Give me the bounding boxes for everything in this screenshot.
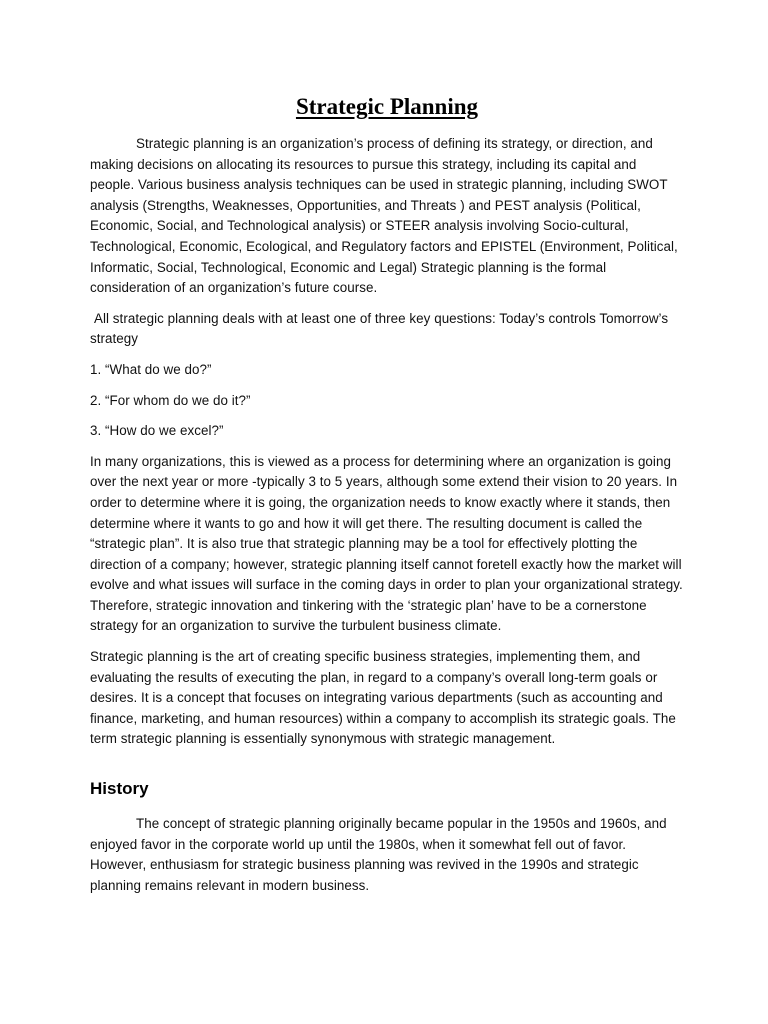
list-item: 3. “How do we excel?”: [90, 423, 224, 439]
history-heading: History: [90, 779, 149, 799]
document-body: [90, 92, 684, 906]
process-paragraph: In many organizations, this is viewed as a process for determining where an organization is going over the next year or more -typically 3 to 5 years, although some extend their vision to 20 years. In order to determine where it is going, the organization needs to know exactly where it stands, then determine where it wants to go and how it will get there. The resulting document is called the “strategic plan”. It is also true that strategic planning may be a tool for effectively plotting the direction of a company; however, strategic planning itself cannot foretell exactly how the market will evolve and what issues will surface in the coming days in order to plan your organizational strategy. Therefore, strategic innovation and tinkering with the ‘strategic plan’ have to be a cornerstone strategy for an organization to survive the turbulent business climate.: [90, 453, 683, 634]
page-title: Strategic Planning: [295, 94, 479, 119]
intro-paragraph: Strategic planning is an organization’s process of defining its strategy, or direction, and making decisions on allocating its resources to pursue this strategy, including its capital and people. Various business analysis techniques can be used in strategic planning, including SWOT analysis (Strengths, Weaknesses, Opportunities, and Threats ) and PEST analysis (Political, Economic, Social, and Technological analysis) or STEER analysis involving Socio-cultural, Technological, Economic, Ecological, and Regulatory factors and EPISTEL (Environment, Political, Informatic, Social, Technological, Economic and Legal) Strategic planning is the formal consideration of an organization’s future course.: [90, 136, 678, 296]
questions-list: [90, 360, 684, 442]
list-item: 2. “For whom do we do it?”: [90, 392, 251, 408]
history-paragraph: The concept of strategic planning originally became popular in the 1950s and 1960s, and enjoyed favor in the corporate world up until the 1980s, when it somewhat fell out of favor. However, enthusiasm for strategic business planning was revived in the 1990s and strategic planning remains relevant in modern business.: [90, 816, 667, 893]
art-paragraph: Strategic planning is the art of creating specific business strategies, implementing them, and evaluating the results of executing the plan, in regard to a company’s overall long-term goals or desires. It is a concept that focuses on integrating various departments (such as accounting and finance, marketing, and human resources) within a company to accomplish its strategic goals. The term strategic planning is essentially synonymous with strategic management.: [90, 649, 676, 747]
list-item: 1. “What do we do?”: [90, 361, 212, 377]
key-questions-paragraph: All strategic planning deals with at least one of three key questions: Today’s controls Tomorrow’s strategy: [90, 310, 669, 347]
